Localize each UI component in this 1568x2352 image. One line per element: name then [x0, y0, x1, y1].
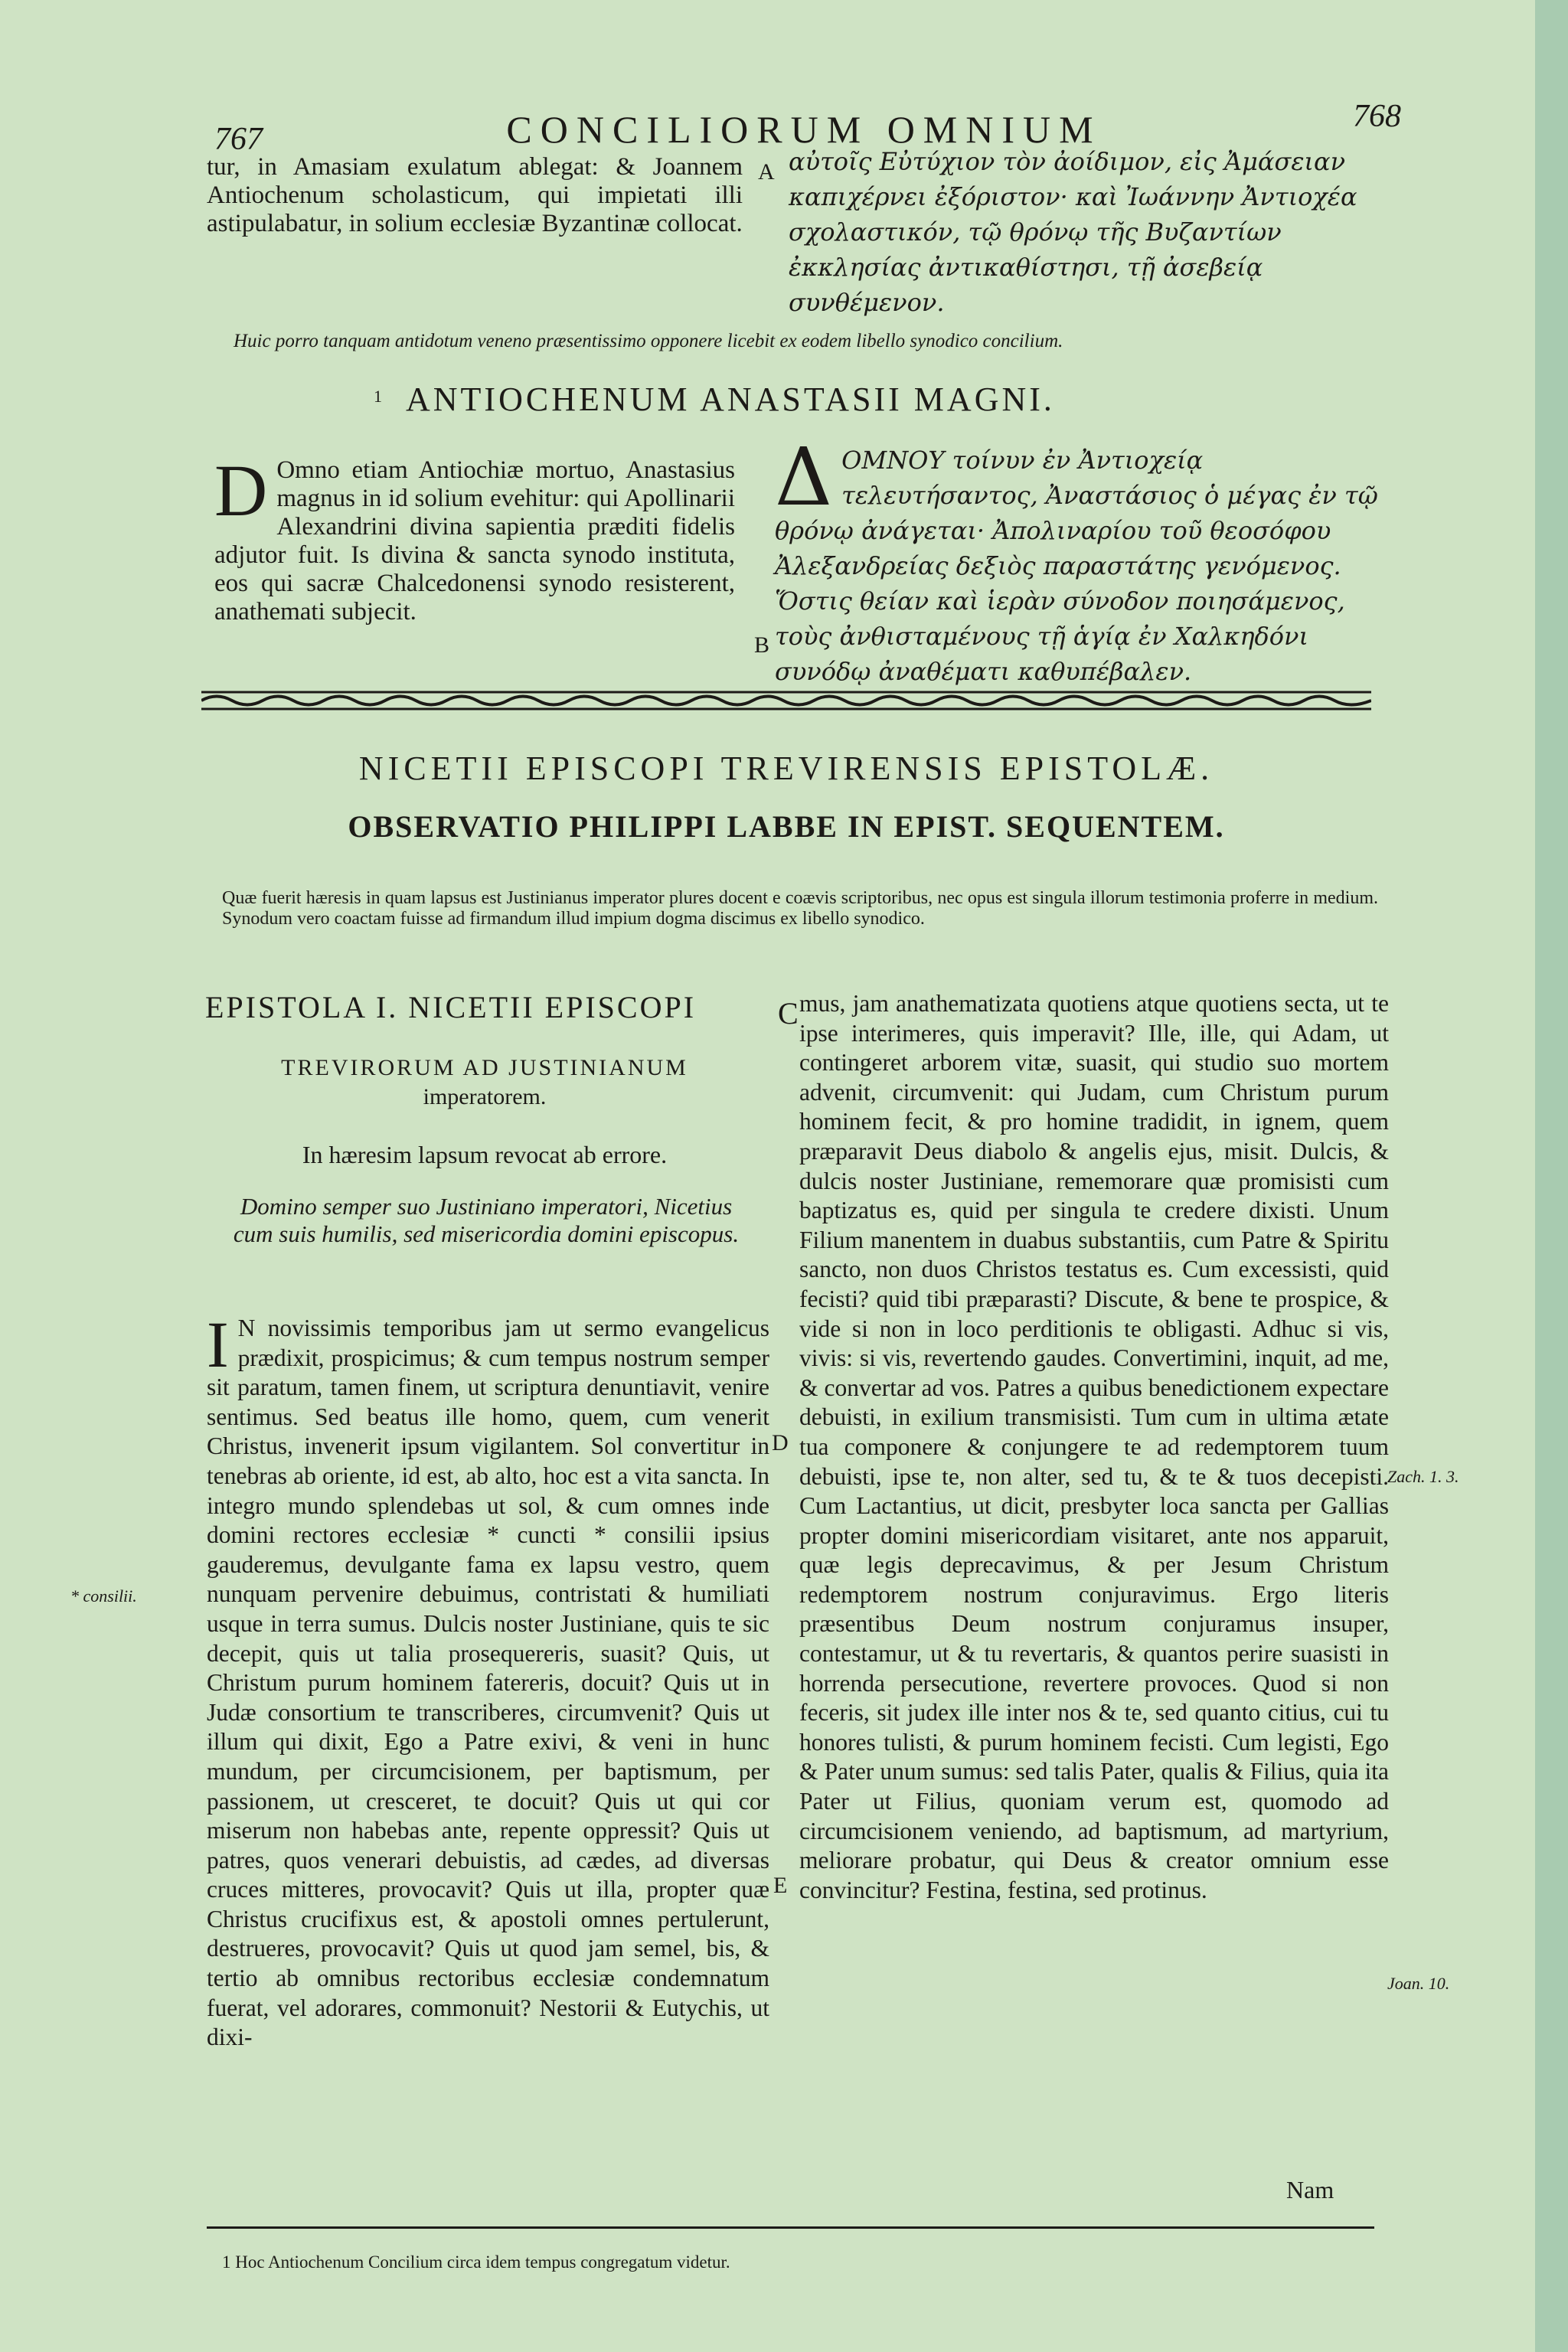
epistle-title: EPISTOLA I. NICETII EPISCOPI — [205, 990, 697, 1024]
epistle-salutation: Domino semper suo Justiniano imperatori, Nicetius cum suis humilis, sed misericordia domini episcopus. — [233, 1193, 740, 1247]
footnote-marker: 1 — [374, 387, 382, 406]
dropcap-d: D — [214, 449, 268, 531]
greek-paragraph: ΟΜΝΟΥ τοίνυν ἐν Ἀντιοχείᾳ τελευτήσαντος, Ἀναστάσιος ὁ μέγας ἐν τῷ θρόνῳ ἀνάγεται· Ἀπολιναρίου τοῦ θεοσόφου Ἀλεξανδρείας δεξιὸς παραστάτης γενόμενος. Ὅστις θείαν καὶ ἱερὰν σύνοδον ποιησάμενος, τοὺς ἀνθισταμένους τῇ ἁγίᾳ ἐν Χαλκηδόνι συνόδῳ ἀναθέματι καθυπέβαλεν. — [775, 446, 1378, 686]
dropcap-i: I — [207, 1308, 229, 1381]
epistle-right-text: mus, jam anathematizata quotiens atque quotiens secta, ut te ipse interimeres, quis imperavit? Ille, ille, qui Adam, ut contingeret arborem vitæ, suasit, qui studio suo mortem advenit, circumvenit: qui Judam, cum Christum purum hominem fecit, & pro homine tradidit, in ignem, quem præparavit Deus diabolo & angelis ejus, misit. Dulcis, & dulcis noster Justiniane, rememorare quæ promisisti cum baptizatus es, quid per singula te credere dixisti. Unum Filium manentem in duabus substantiis, cum Patre & Spiritu sancto, non duos Christos testatus es. Cum excessisti, quid fecisti? quid tibi præparasti? Discute, & bene te prospice, & vide si non in loco perditionis te obligasti. Adhuc si vis, vivis: si vis, revertendo gaudes. Convertimini, inquit, ad me, & convertar ad vos. Patres a quibus benedictionem expectare debuisti, in exilium transmisisti. Tum cum in ultima ætate tua componere & conjungere te ad redemptorem tuum debuisti, ipse te, non alter, sed tu, & te & tuos decepisti. Cum Lactantius, ut dicit, presbyter loca sancta per Gallias propter domini misericordiam visitaret, ante nos apparuit, quæ legis deprecavimus, & per Jesum Christum redemptorem nostrum conjuravimus. Ergo literis præsentibus Deum nostrum conjuramus insuper, contestamur, ut & tu revertaris, & quantos perire suasisti in horrenda persecutione, revertere provoces. Quod si non feceris, sit judex ille inter nos & te, sed quanto citius, cui tu honores tulisti, & purum hominem fecisti. Cum legisti, Ego & Pater unum sumus: sed talis Pater, qualis & Filius, quia ita Pater ut Filius, quoniam verum est, quomodo ad circumcisionem veniendo, ad baptismum, ad martyrium, meliorare probatur, qui Deus & creator omnium esse convincitur? Festina, festina, sed protinus. — [799, 990, 1389, 1903]
greek-column-anastasius — [775, 430, 1380, 689]
epistle-subtitle: TREVIRORUM AD JUSTINIANUM — [281, 1055, 688, 1080]
margin-letter-b: B — [754, 632, 770, 658]
epistles-heading: NICETII EPISCOPI TREVIRENSIS EPISTOLÆ. — [358, 750, 1214, 787]
observation-heading: OBSERVATIO PHILIPPI LABBE IN EPIST. SEQUENTEM. — [348, 809, 1225, 844]
page-number-left: 767 — [214, 122, 263, 157]
intro-note: Huic porro tanquam antidotum veneno præsentissimo opponere licebit ex eodem libello synodico concilium. — [234, 331, 1063, 351]
margin-letter-a: A — [758, 159, 775, 185]
epistle-summary: In hæresim lapsum revocat ab errore. — [302, 1141, 668, 1168]
footnote: 1 Hoc Antiochenum Concilium circa idem tempus congregatum videtur. — [222, 2252, 730, 2272]
ornamental-rule — [201, 689, 1371, 712]
footnote-rule — [207, 2226, 1374, 2229]
margin-letter-d: D — [772, 1430, 789, 1455]
margin-ref-joan: Joan. 10. — [1387, 1974, 1450, 1993]
epistle-subtitle-2: imperatorem. — [423, 1084, 547, 1109]
greek-paragraph: αὐτοῖς Εὐτύχιον τὸν ἀοίδιμον, εἰς Ἀμάσειαν καπιχέρνει ἐξόριστον· καὶ Ἰωάννην Ἀντιοχέα σχολαστικόν, τῷ θρόνῳ τῆς Βυζαντίων ἐκκλησίας ἀντικαθίστησι, τῇ ἀσεβείᾳ συνθέμενον. — [789, 147, 1357, 317]
margin-note-consilii: * consilii. — [70, 1586, 137, 1606]
latin-paragraph: tur, in Amasiam exulatum ablegat: & Joannem Antiochenum scholasticum, qui impietati illi astipulabatur, in solium ecclesiæ Byzantinæ collocat. — [207, 153, 743, 237]
dropcap-delta: Δ — [775, 430, 833, 524]
latin-column-anastasius — [214, 449, 735, 626]
book-binding-edge — [1535, 0, 1568, 2352]
epistle-left-text: N novissimis temporibus jam ut sermo evangelicus prædixit, prospicimus; & cum tempus nostrum semper sit paratum, tamen finem, ut scriptura denuntiavit, venire sentimus. Sed beatus ille homo, quem, cum venerit Christus, invenerit ipsum vigilantem. Sol convertitur in tenebras ab oriente, id est, ab alto, hoc est a vita sancta. In integro mundo splendebas ut sol, & cum omnes inde domini rectores ecclesiæ * cuncti * consilii ipsius gauderemus, devulgante fama ex lapsu vestro, quem nunquam pervenire debuimus, contristati & humiliati usque in terra sumus. Dulcis noster Justiniane, quis te sic decepit, quis ut talia prosequereris, suasit? Quis, ut Christum purum hominem fatereris, docuit? Quis ut in Judæ consortium te transcriberes, circumvenit? Quis ut illum qui dixit, Ego a Patre exivi, & veni in hunc mundum, per circumcisionem, per baptismum, per passionem, ut cresceret, te docuit? Quis ut qui cor miserum non habebas ante, repente oppressit? Quis ut patres, quos venerari debuistis, ad cædes, ad diversas cruces mitteres, provocavit? Quis ut illa, propter quæ Christus crucifixus est, & apostoli omnes pertulerunt, destrueres, provocavit? Quis ut quod jam semel, bis, & tertio ab omnibus rectoribus ecclesiæ condemnatum fuerat, vel adorares, commonuit? Nestorii & Eutychis, ut dixi- — [207, 1315, 769, 2051]
margin-letter-c: C — [778, 996, 799, 1031]
latin-paragraph: Omno etiam Antiochiæ mortuo, Anastasius magnus in id solium evehitur: qui Apollinarii Alexandrini divina sapientia præditi fidelis adjutor fuit. Is divina & sancta synodo instituta, eos qui sacræ Chalcedonensi synodo resisterent, anathemati subjecit. — [214, 456, 735, 626]
margin-letter-e: E — [773, 1873, 788, 1898]
catchword: Nam — [1286, 2176, 1334, 2203]
running-title: CONCILIORUM OMNIUM — [506, 108, 1102, 151]
section-heading-antiochenum: ANTIOCHENUM ANASTASII MAGNI. — [406, 381, 1055, 418]
page-number-right: 768 — [1353, 99, 1401, 134]
latin-column-top — [207, 153, 743, 238]
greek-column-top — [789, 144, 1401, 320]
margin-ref-zach: Zach. 1. 3. — [1387, 1467, 1459, 1486]
observation-text: Quæ fuerit hæresis in quam lapsus est Justinianus imperator plures docent e coævis scriptoribus, nec opus est singula illorum testimonia proferre in medium. Synodum vero coactam fuisse ad firmandum illud impium dogma discimus ex libello synodico. — [222, 888, 1378, 929]
epistle-left-column — [207, 1308, 769, 2053]
epistle-right-column — [799, 989, 1389, 1905]
